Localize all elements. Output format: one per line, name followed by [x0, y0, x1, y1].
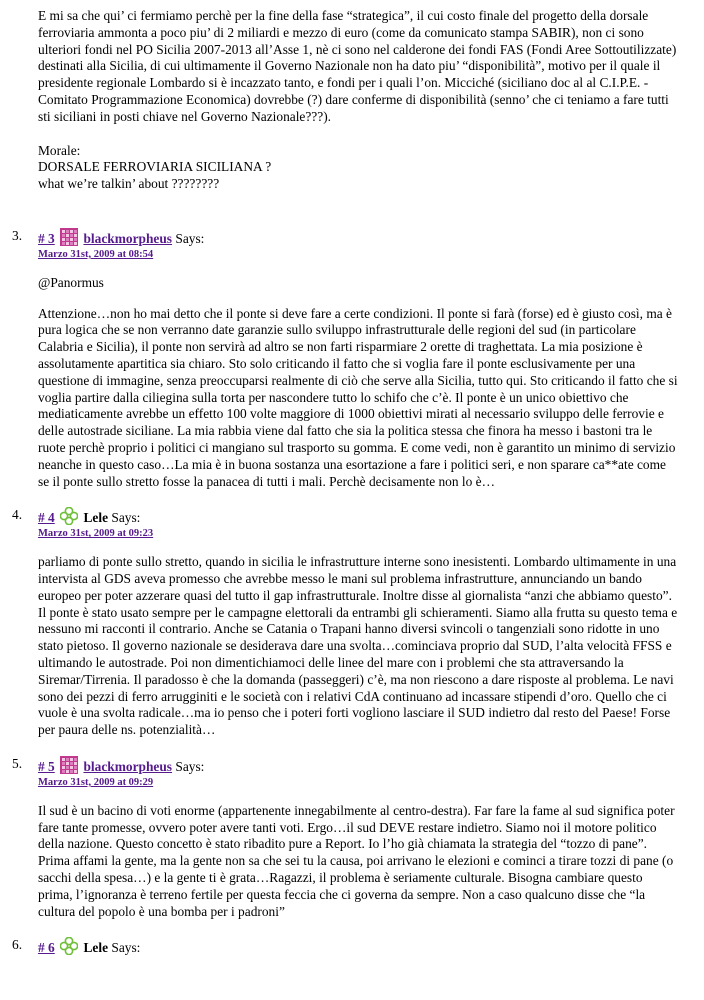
- avatar-icon: [60, 507, 78, 525]
- comment-number: 5.: [12, 755, 23, 771]
- intro-block: [38, 8, 678, 210]
- comment-body: [38, 803, 678, 921]
- says-label: Says:: [175, 231, 205, 246]
- comment-body: [38, 554, 678, 739]
- comment-paragraph: Attenzione…non ho mai detto che il ponte si deve fare a certe condizioni. Il ponte si farà (forse) ed è giusto così, ma è pura logica che se non verranno date garanzie sullo sviluppo infrastrutturale delle regioni del sud (in particolare Calabria e Sicilia), il ponte non servirà ad altro se non farti risparmiare 2 orette di traghettata. La mia posizione è assolutamente apartitica sia chiaro. Sto solo criticando il fatto che si voglia fare il ponte esclusivamente per una questione di immagine, senza preoccuparsi realmente di ciò che serve alla Sicilia, tutto qui. Sto criticando il fatto che si voglia partire dalla ciliegina sulla torta per nascondere tutto lo schifo che c’è. Il ponte è un unico obiettivo che mediaticamente avrebbe un effetto 100 volte maggiore di 1000 obiettivi mirati al necessario sviluppo delle ferrovie e delle autostrade siciliane. La mia rabbia viene dal fatto che sia la politica stessa che finora ha messo i bastoni tra le ruote perchè proprio i politici ci mangiano sul trasporto su gomma. E come vedi, non è garantito un minimo di servizio neanche in questo caso…La mia è in buona sostanza una esortazione a fare i politici seri, e non sparare ca**ate come se il ponte sullo stretto fosse la panacea di tutti i mali. Perchè decisamente non lo è…: [38, 305, 678, 489]
- comment-paragraph: Il sud è un bacino di voti enorme (appartenente innegabilmente al centro-destra). Far fare la fame al sud significa poter fare tante promesse, ovvero poter avere tanti voti. Ergo…il sud DEVE restare indietro. Siamo noi il motore politico della nazione. Questo concetto è stato ribadito pure a Report. Io l’ho già chiamata la strategia del “tozzo di pane”. Prima affami la gente, ma la gente non sa che sei tu la causa, poi arrivano le elezioni e cominci a tirare tozzi di pane (o sacchi della spesa…) e la gente ti è grata…Ragazzi, il problema è seriamente culturale. Bisogna cambiare questo prima, l’ignoranza è terreno fertile per questa feccia che ci governa da sempre. Non a caso qualcuno disse che “la cultura del popolo è una bomba per i padroni”: [38, 802, 675, 919]
- comment-author: Lele: [83, 940, 109, 956]
- comment-author[interactable]: blackmorpheus: [83, 758, 173, 774]
- comment-item: [0, 756, 678, 920]
- avatar-icon: [60, 228, 78, 246]
- comment-permalink[interactable]: # 6: [38, 940, 55, 956]
- comment-item: [0, 228, 678, 490]
- comment-header: [38, 507, 678, 540]
- intro-paragraph: E mi sa che qui’ ci fermiamo perchè per la fine della fase “strategica”, il cui costo finale del progetto della dorsale ferroviaria ammonta a poco piu’ di 2 miliardi e mezzo di euro (come da comunicato stampa SABIR), non ci sono ulteriori fondi nel PO Sicilia 2007-2013 all’Asse 1, nè ci sono nel calderone dei fondi FAS (Fondi Aree Sottoutilizzate) destinati alla Sicilia, di cui ultimamente il Governo Nazionale non ha dato piu’ “disponibilità”, motivo per il quale il presidente regionale Lombardo si è incazzato tanto, e fondi per i quali l’on. Micciché (siciliano doc al al C.I.P.E. - Comitato Programmazione Economica) dovrebbe (?) dare conferme di disponibilità (senno’ che ci teniamo a fare tutti sti siciliani in posti chiave nel Governo Nazionale???).: [38, 8, 677, 124]
- says-label: Says:: [111, 940, 141, 956]
- comment-number: 4.: [12, 507, 23, 523]
- comment-number: 3.: [12, 228, 23, 243]
- comment-author: Lele: [83, 510, 109, 526]
- morale-line-3: what we’re talkin’ about ????????: [38, 176, 220, 192]
- comment-date-link[interactable]: Marzo 31st, 2009 at 08:54: [38, 248, 154, 260]
- comment-paragraph: @Panormus: [38, 274, 104, 290]
- comment-list: [0, 228, 704, 974]
- comment-paragraph: parliamo di ponte sullo stretto, quando in sicilia le infrastrutture interne sono inesistenti. Lombardo ultimamente in una intervista al GDS aveva promesso che avrebbe messo le mani sul problema infrastrutture, annunciando un bando europeo per poter azzerare quasi del tutto il gap infrastrutturale. Inoltre disse al giornalista “anzi che abbiamo questo”. Il ponte è stato usato sempre per le campagne elettorali da entrambi gli schieramenti. Siamo alla frutta su questo tema e nessuno mi racconti il contrario. Anche se Catania o Trapani hanno diversi svincoli o tangenziali sono ridotte in uno stato pietoso. Il governo nazionale se desiderava dare una svolta…cominciava proprio dal SUD, l’alta velocità FFSS e ultimando le autostrade. Poi non dimentichiamoci delle linee del mare con i problemi che sta attraversando la Siremar/Tirrenia. Il paradosso è che la domanda (passeggeri) c’è, ma non riescono a dare risposte al problema. Le navi sono dei pezzi di ferro arrugginiti e le società con i relativi CdA continuano ad incassare stipendi d’oro. Quello che ci vuole è una svolta radicale…ma io penso che i poteri forti vogliono lasciare il SUD indietro dal resto del Paese! Forse per paura delle ns. potenzialità…: [38, 554, 678, 738]
- comment-permalink[interactable]: # 3: [38, 231, 55, 246]
- comment-item: [0, 507, 678, 739]
- morale-label: Morale:: [38, 142, 81, 158]
- avatar-icon: [60, 937, 78, 955]
- avatar-icon: [60, 756, 78, 774]
- comment-item: [0, 937, 678, 957]
- comment-header: [38, 228, 678, 261]
- comment-header: [38, 937, 678, 957]
- says-label: Says:: [111, 510, 141, 526]
- comment-header: [38, 756, 678, 789]
- says-label: Says:: [175, 758, 205, 774]
- morale-line-2: DORSALE FERROVIARIA SICILIANA ?: [38, 159, 272, 175]
- morale-block: [38, 143, 678, 193]
- comment-permalink[interactable]: # 4: [38, 510, 55, 526]
- comment-body: [38, 275, 678, 491]
- comment-permalink[interactable]: # 5: [38, 758, 55, 774]
- comment-date-link[interactable]: Marzo 31st, 2009 at 09:23: [38, 528, 154, 540]
- comment-author[interactable]: blackmorpheus: [83, 231, 173, 246]
- comment-number: 6.: [12, 937, 23, 953]
- comment-date-link[interactable]: Marzo 31st, 2009 at 09:29: [38, 776, 154, 788]
